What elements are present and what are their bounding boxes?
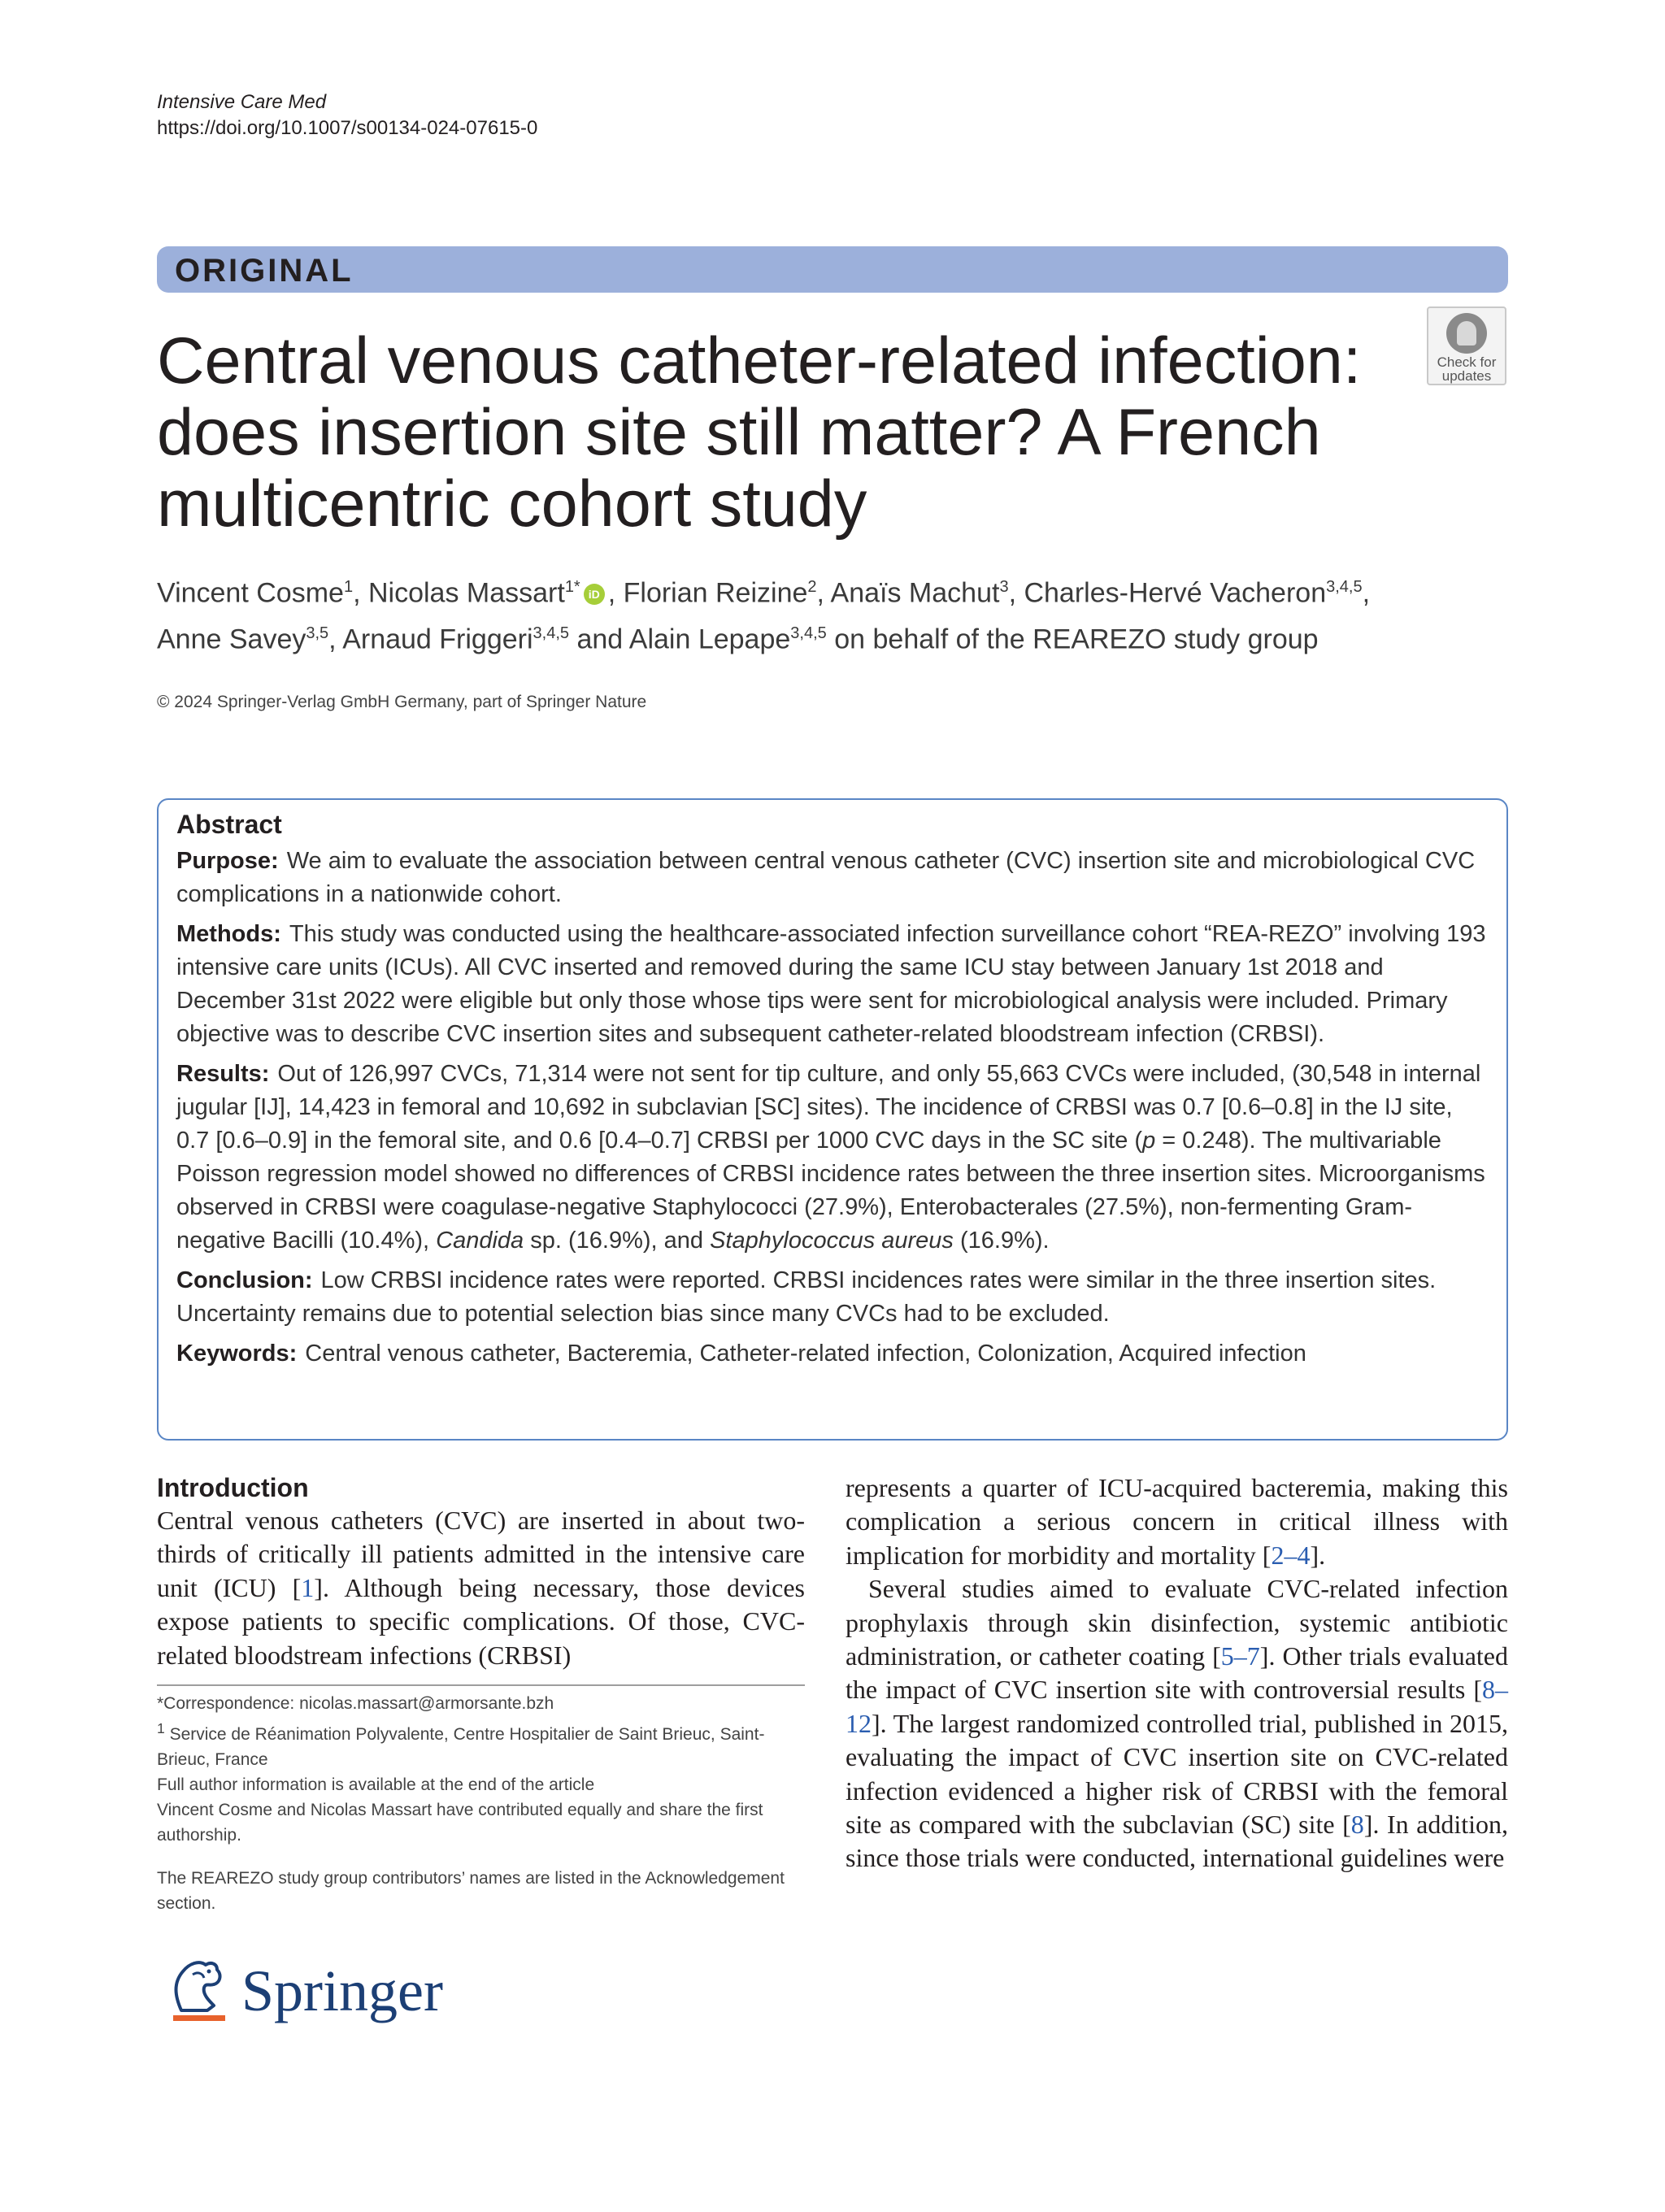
abstract-purpose: Purpose: We aim to evaluate the association between central venous catheter (CVC) insertion site and microbiological CVC complications in a nationwide cohort. — [176, 848, 1476, 907]
bookmark-icon — [1446, 313, 1487, 354]
abstract-box — [157, 798, 1508, 1441]
copyright-line: © 2024 Springer-Verlag GmbH Germany, part of Springer Nature — [157, 693, 647, 711]
author-list: Vincent Cosme$^1$, Nicolas Massart$^{1*}$ iD , Florian Reizine$^2$, Anaïs Machut$^3$, Charles-Hervé Vacheron$^{3,4,5}$, Anne Savey$^{3,5}$, Arnaud Friggeri$^{3,4,5}$ and Alain Lepape$^{3,4,5}$ on behalf of the REAREZO study group — [157, 577, 1371, 655]
citation-link[interactable]: 5–7 — [1220, 1641, 1260, 1671]
article-type-banner — [157, 246, 1508, 293]
intro-paragraph-1-cont: represents a quarter of ICU-acquired bacteremia, making this complication a serious concern in critical illness with implication for morbidity and mortality [2–4]. — [846, 1473, 1508, 1570]
abstract-keywords: Keywords: Central venous catheter, Bacteremia, Catheter-related infection, Colonization, Acquired infection — [176, 1341, 1306, 1367]
author-name[interactable]: Charles-Hervé Vacheron — [1024, 577, 1327, 609]
article-title: Central venous catheter-related infection: does insertion site still matter? A French multicentric cohort study — [157, 324, 1362, 541]
abstract-results: Results: Out of 126,997 CVCs, 71,314 were not sent for tip culture, and only 55,663 CVCs were included, (30,548 in internal jugular [IJ], 14,423 in femoral and 10,692 in subclavian [SC] sites). The incidence of CRBSI was 0.7 [0.6–0.8] in the IJ site, 0.7 [0.6–0.9] in the femoral site, and 0.6 [0.4–0.7] CRBSI per 1000 CVC days in the SC site (p = 0.248). The multivariable Poisson regression model showed no differences of CRBSI incidence rates between the three insertion sites. Microorganisms observed in CRBSI were coagulase-negative Staphylococci (27.9%), Enterobacterales (27.5%), non-fermenting Gram-negative Bacilli (10.4%), Candida sp. (16.9%), and Staphylococcus aureus (16.9%). — [176, 1061, 1485, 1254]
affiliation-note: $^1$ Service de Réanimation Polyvalente, Centre Hospitalier de Saint Brieuc, Saint-Brieuc, France — [157, 1720, 765, 1769]
citation-link[interactable]: 2–4 — [1271, 1540, 1311, 1570]
footnotes — [157, 1691, 805, 1916]
study-group-note: The REAREZO study group contributors’ names are listed in the Acknowledgement section. — [157, 1869, 785, 1913]
intro-paragraph-2: Several studies aimed to evaluate CVC-related infection prophylaxis through skin disinfection, systemic antibiotic administration, or catheter coating [5–7]. Other trials evaluated the impact of CVC insertion site with controversial results [8–12]. The largest randomized controlled trial, published in 2015, evaluating the impact of CVC insertion site on CVC-related infection evidenced a higher risk of CRBSI with the femoral site as compared with the subclavian (SC) site [8]. In addition, since those trials were conducted, international guidelines were — [846, 1574, 1509, 1873]
author-name[interactable]: Anne Savey — [157, 624, 306, 655]
authors-suffix: on behalf of the REAREZO study group — [834, 624, 1319, 655]
journal-header — [157, 89, 537, 141]
author-name[interactable]: Alain Lepape — [628, 624, 791, 655]
right-column — [846, 1471, 1508, 1875]
citation-link[interactable]: 1 — [301, 1572, 315, 1602]
introduction-heading: Introduction — [157, 1473, 309, 1502]
author-info-note: Full author information is available at the end of the article — [157, 1775, 595, 1794]
article-type-label: ORIGINAL — [175, 253, 354, 289]
author-name[interactable]: Florian Reizine — [623, 577, 808, 609]
journal-name: Intensive Care Med — [157, 91, 327, 113]
springer-horse-logo-icon — [157, 1947, 238, 2024]
correspondence-note: *Correspondence: nicolas.massart@armorsante.bzh — [157, 1694, 554, 1713]
left-column — [157, 1471, 805, 1672]
author-name[interactable]: Arnaud Friggeri — [342, 624, 533, 655]
orcid-icon[interactable]: iD — [584, 584, 605, 605]
abstract-heading: Abstract — [176, 810, 282, 839]
author-name[interactable]: Anaïs Machut — [830, 577, 1000, 609]
doi-link[interactable]: https://doi.org/10.1007/s00134-024-07615-0 — [157, 117, 538, 139]
abstract-methods: Methods: This study was conducted using the healthcare-associated infection surveillance cohort “REA-REZO” involving 193 intensive care units (ICUs). All CVC inserted and removed during the same ICU stay between January 1st 2018 and December 31st 2022 were eligible but only those whose tips were sent for microbiological analysis were included. Primary objective was to describe CVC insertion sites and subsequent catheter-related bloodstream infection (CRBSI). — [176, 921, 1486, 1047]
footnote-divider — [157, 1684, 805, 1686]
check-updates-text: Check for updates — [1437, 354, 1497, 384]
citation-link[interactable]: 8 — [1350, 1810, 1364, 1840]
abstract-conclusion: Conclusion: Low CRBSI incidence rates were reported. CRBSI incidences rates were similar in the three insertion sites. Uncertainty remains due to potential selection bias since many CVCs had to be excluded. — [176, 1267, 1437, 1327]
check-for-updates-badge[interactable] — [1427, 306, 1506, 385]
citation-link[interactable]: 8–12 — [846, 1675, 1508, 1738]
author-name[interactable]: Nicolas Massart — [367, 577, 565, 609]
intro-paragraph-1: Central venous catheters (CVC) are inserted in about two-thirds of critically ill patients admitted in the intensive care unit (ICU) [1]. Although being necessary, those devices expose patients to specific complications. Of those, CVC-related bloodstream infections (CRBSI) — [157, 1506, 806, 1670]
author-name[interactable]: Vincent Cosme — [157, 577, 344, 609]
equal-contribution-note: Vincent Cosme and Nicolas Massart have contributed equally and share the first authorship. — [157, 1801, 763, 1845]
publisher-wordmark: Springer — [241, 1958, 443, 2023]
